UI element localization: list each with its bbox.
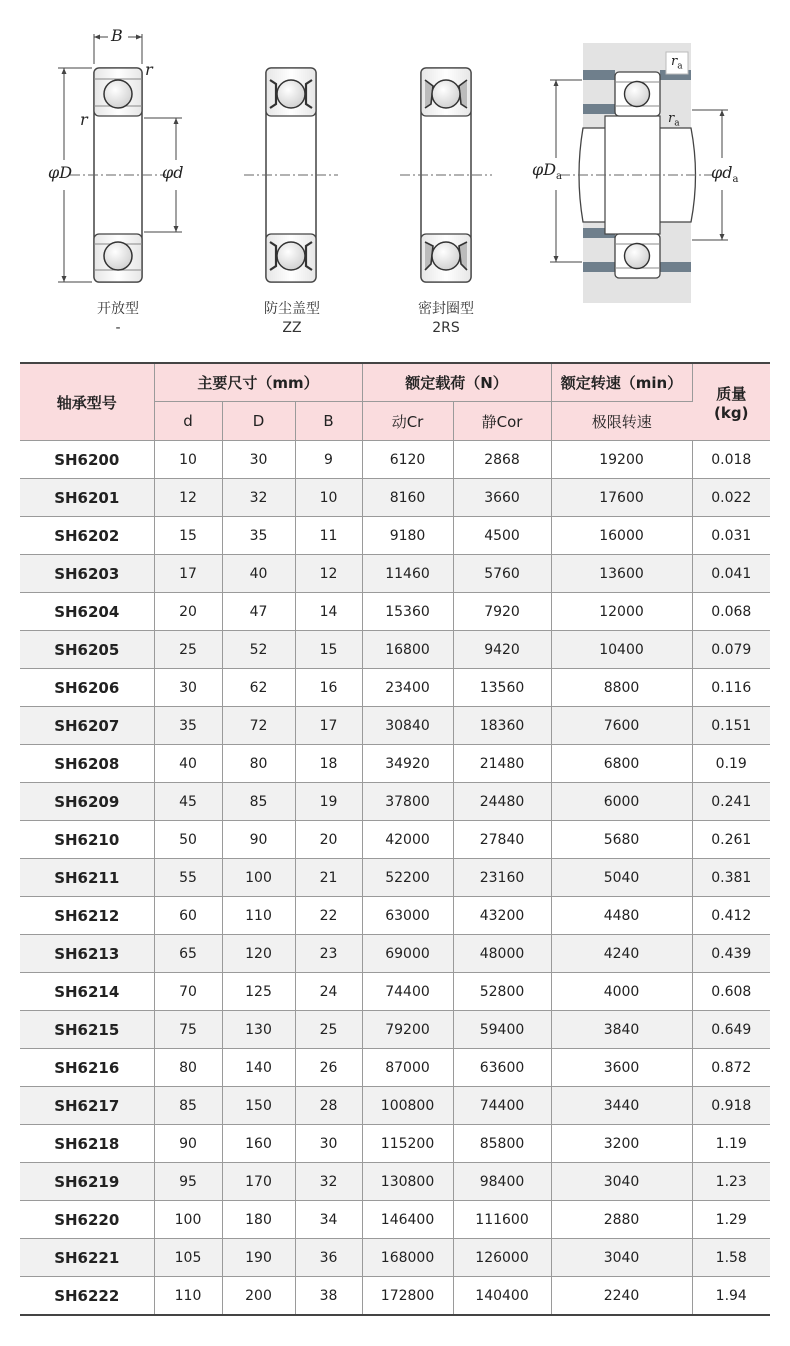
cell-model: SH6202 (20, 517, 154, 555)
cell-limit-speed: 6800 (551, 745, 692, 783)
header-rated-speed: 额定转速（min） (551, 363, 692, 402)
cell-static-cor: 7920 (453, 593, 551, 631)
cell-model: SH6222 (20, 1277, 154, 1316)
table-row (20, 897, 770, 935)
dim-label-phi-da-housing: $\varphi D_a$ (532, 160, 562, 183)
cell-width-B: 18 (295, 745, 362, 783)
cell-dynamic-cr: 23400 (362, 669, 453, 707)
dim-label-ra-box: $r_a$ (671, 54, 683, 72)
cell-dynamic-cr: 130800 (362, 1163, 453, 1201)
cell-mass: 0.018 (692, 441, 770, 479)
cell-model: SH6212 (20, 897, 154, 935)
cell-limit-speed: 8800 (551, 669, 692, 707)
cell-dynamic-cr: 30840 (362, 707, 453, 745)
cell-dynamic-cr: 100800 (362, 1087, 453, 1125)
cell-static-cor: 140400 (453, 1277, 551, 1316)
table-row (20, 631, 770, 669)
cell-dynamic-cr: 15360 (362, 593, 453, 631)
dim-label-ra: $r_a$ (668, 111, 680, 129)
cell-outer-D: 52 (222, 631, 295, 669)
cell-static-cor: 13560 (453, 669, 551, 707)
cell-width-B: 30 (295, 1125, 362, 1163)
caption-open-type: 开放型 - (97, 301, 139, 336)
cell-outer-D: 47 (222, 593, 295, 631)
cell-dynamic-cr: 87000 (362, 1049, 453, 1087)
cell-limit-speed: 4480 (551, 897, 692, 935)
table-row (20, 1049, 770, 1087)
cell-bore-d: 95 (154, 1163, 222, 1201)
cell-bore-d: 12 (154, 479, 222, 517)
table-row (20, 707, 770, 745)
spec-table-body (20, 441, 770, 1316)
cell-mass: 0.041 (692, 555, 770, 593)
cell-width-B: 21 (295, 859, 362, 897)
header-static-cor: 静Cor (453, 402, 551, 441)
cell-outer-D: 160 (222, 1125, 295, 1163)
cell-bore-d: 20 (154, 593, 222, 631)
cell-bore-d: 105 (154, 1239, 222, 1277)
cell-dynamic-cr: 69000 (362, 935, 453, 973)
dim-label-b: B (111, 26, 123, 45)
cell-dynamic-cr: 16800 (362, 631, 453, 669)
cell-dynamic-cr: 6120 (362, 441, 453, 479)
cell-width-B: 38 (295, 1277, 362, 1316)
table-row (20, 821, 770, 859)
cell-mass: 1.58 (692, 1239, 770, 1277)
cell-mass: 0.608 (692, 973, 770, 1011)
cell-outer-D: 170 (222, 1163, 295, 1201)
cell-bore-d: 90 (154, 1125, 222, 1163)
cell-mass: 0.439 (692, 935, 770, 973)
cell-limit-speed: 5040 (551, 859, 692, 897)
cell-static-cor: 85800 (453, 1125, 551, 1163)
cell-static-cor: 5760 (453, 555, 551, 593)
header-model: 轴承型号 (20, 363, 154, 441)
cell-outer-D: 190 (222, 1239, 295, 1277)
cell-limit-speed: 12000 (551, 593, 692, 631)
cell-limit-speed: 17600 (551, 479, 692, 517)
cell-outer-D: 180 (222, 1201, 295, 1239)
cell-static-cor: 24480 (453, 783, 551, 821)
cell-mass: 0.261 (692, 821, 770, 859)
cell-mass: 0.918 (692, 1087, 770, 1125)
cell-limit-speed: 4000 (551, 973, 692, 1011)
table-row (20, 859, 770, 897)
dim-label-phi-d-outer: φD (48, 163, 73, 182)
cell-width-B: 12 (295, 555, 362, 593)
table-row (20, 783, 770, 821)
cell-outer-D: 110 (222, 897, 295, 935)
cell-static-cor: 3660 (453, 479, 551, 517)
cell-static-cor: 111600 (453, 1201, 551, 1239)
cell-outer-D: 62 (222, 669, 295, 707)
cell-static-cor: 126000 (453, 1239, 551, 1277)
cell-width-B: 20 (295, 821, 362, 859)
cell-limit-speed: 19200 (551, 441, 692, 479)
cell-width-B: 9 (295, 441, 362, 479)
cell-dynamic-cr: 115200 (362, 1125, 453, 1163)
cell-model: SH6208 (20, 745, 154, 783)
table-row (20, 1201, 770, 1239)
table-row (20, 593, 770, 631)
cell-width-B: 26 (295, 1049, 362, 1087)
cell-bore-d: 17 (154, 555, 222, 593)
cell-mass: 0.151 (692, 707, 770, 745)
cell-bore-d: 70 (154, 973, 222, 1011)
cell-model: SH6216 (20, 1049, 154, 1087)
cell-limit-speed: 3600 (551, 1049, 692, 1087)
cell-limit-speed: 4240 (551, 935, 692, 973)
cell-model: SH6219 (20, 1163, 154, 1201)
cell-width-B: 23 (295, 935, 362, 973)
cell-model: SH6209 (20, 783, 154, 821)
cell-static-cor: 48000 (453, 935, 551, 973)
cell-static-cor: 43200 (453, 897, 551, 935)
cell-dynamic-cr: 9180 (362, 517, 453, 555)
cell-limit-speed: 10400 (551, 631, 692, 669)
mounting-drawing (550, 43, 728, 303)
cell-width-B: 34 (295, 1201, 362, 1239)
cell-width-B: 32 (295, 1163, 362, 1201)
cell-model: SH6220 (20, 1201, 154, 1239)
cell-model: SH6207 (20, 707, 154, 745)
cell-bore-d: 25 (154, 631, 222, 669)
cell-mass: 1.23 (692, 1163, 770, 1201)
cell-outer-D: 120 (222, 935, 295, 973)
cell-width-B: 36 (295, 1239, 362, 1277)
cell-outer-D: 130 (222, 1011, 295, 1049)
header-limit-speed: 极限转速 (551, 402, 692, 441)
cell-outer-D: 140 (222, 1049, 295, 1087)
cell-model: SH6200 (20, 441, 154, 479)
bearing-diagrams (0, 0, 790, 350)
cell-model: SH6218 (20, 1125, 154, 1163)
cell-static-cor: 9420 (453, 631, 551, 669)
cell-model: SH6201 (20, 479, 154, 517)
dim-label-phi-d-bore: φd (162, 163, 184, 182)
cell-width-B: 28 (295, 1087, 362, 1125)
cell-static-cor: 98400 (453, 1163, 551, 1201)
table-row (20, 745, 770, 783)
cell-dynamic-cr: 52200 (362, 859, 453, 897)
cell-mass: 0.649 (692, 1011, 770, 1049)
header-main-dimensions: 主要尺寸（mm） (154, 363, 362, 402)
table-row (20, 935, 770, 973)
table-row (20, 441, 770, 479)
cell-bore-d: 110 (154, 1277, 222, 1316)
table-row (20, 555, 770, 593)
cell-model: SH6205 (20, 631, 154, 669)
header-d: d (154, 402, 222, 441)
cell-static-cor: 59400 (453, 1011, 551, 1049)
cell-limit-speed: 6000 (551, 783, 692, 821)
cell-dynamic-cr: 63000 (362, 897, 453, 935)
cell-limit-speed: 5680 (551, 821, 692, 859)
cell-bore-d: 10 (154, 441, 222, 479)
cell-bore-d: 45 (154, 783, 222, 821)
header-dynamic-cr: 动Cr (362, 402, 453, 441)
cell-width-B: 22 (295, 897, 362, 935)
cell-dynamic-cr: 34920 (362, 745, 453, 783)
cell-mass: 0.412 (692, 897, 770, 935)
table-row (20, 1277, 770, 1316)
cell-limit-speed: 3840 (551, 1011, 692, 1049)
cell-dynamic-cr: 42000 (362, 821, 453, 859)
cell-mass: 0.872 (692, 1049, 770, 1087)
cell-bore-d: 40 (154, 745, 222, 783)
cell-static-cor: 2868 (453, 441, 551, 479)
cell-bore-d: 80 (154, 1049, 222, 1087)
cell-width-B: 24 (295, 973, 362, 1011)
header-B: B (295, 402, 362, 441)
cell-mass: 0.19 (692, 745, 770, 783)
cell-limit-speed: 3440 (551, 1087, 692, 1125)
cell-static-cor: 63600 (453, 1049, 551, 1087)
cell-mass: 1.19 (692, 1125, 770, 1163)
header-D: D (222, 402, 295, 441)
cell-width-B: 19 (295, 783, 362, 821)
cell-bore-d: 30 (154, 669, 222, 707)
cell-static-cor: 27840 (453, 821, 551, 859)
cell-bore-d: 50 (154, 821, 222, 859)
cell-outer-D: 35 (222, 517, 295, 555)
cell-bore-d: 55 (154, 859, 222, 897)
cell-mass: 0.381 (692, 859, 770, 897)
cell-width-B: 17 (295, 707, 362, 745)
cell-width-B: 16 (295, 669, 362, 707)
cell-dynamic-cr: 8160 (362, 479, 453, 517)
cell-model: SH6215 (20, 1011, 154, 1049)
cell-mass: 0.031 (692, 517, 770, 555)
caption-shielded-type: 防尘盖型 ZZ (264, 301, 320, 336)
cell-mass: 1.29 (692, 1201, 770, 1239)
cell-mass: 0.022 (692, 479, 770, 517)
cell-dynamic-cr: 37800 (362, 783, 453, 821)
cell-dynamic-cr: 79200 (362, 1011, 453, 1049)
dim-label-r-inner: r (80, 110, 88, 129)
table-row (20, 1239, 770, 1277)
cell-limit-speed: 3040 (551, 1239, 692, 1277)
header-rated-load: 额定载荷（N） (362, 363, 551, 402)
cell-model: SH6213 (20, 935, 154, 973)
cell-outer-D: 200 (222, 1277, 295, 1316)
cell-outer-D: 40 (222, 555, 295, 593)
cell-bore-d: 35 (154, 707, 222, 745)
cell-width-B: 15 (295, 631, 362, 669)
shielded-bearing-drawing (244, 68, 338, 282)
header-mass: 质量 (kg) (692, 363, 770, 441)
cell-model: SH6221 (20, 1239, 154, 1277)
cell-outer-D: 80 (222, 745, 295, 783)
cell-dynamic-cr: 172800 (362, 1277, 453, 1316)
cell-outer-D: 32 (222, 479, 295, 517)
cell-mass: 0.068 (692, 593, 770, 631)
cell-model: SH6203 (20, 555, 154, 593)
dim-label-phi-da-shaft: $\varphi d_a$ (711, 163, 739, 186)
table-row (20, 1163, 770, 1201)
cell-dynamic-cr: 146400 (362, 1201, 453, 1239)
cell-static-cor: 21480 (453, 745, 551, 783)
cell-mass: 0.116 (692, 669, 770, 707)
bearing-drawings (0, 0, 790, 350)
table-row (20, 1125, 770, 1163)
cell-limit-speed: 7600 (551, 707, 692, 745)
cell-static-cor: 18360 (453, 707, 551, 745)
cell-width-B: 14 (295, 593, 362, 631)
sealed-bearing-drawing (400, 68, 492, 282)
table-row (20, 1011, 770, 1049)
cell-outer-D: 100 (222, 859, 295, 897)
cell-static-cor: 52800 (453, 973, 551, 1011)
cell-width-B: 10 (295, 479, 362, 517)
cell-bore-d: 100 (154, 1201, 222, 1239)
cell-outer-D: 85 (222, 783, 295, 821)
cell-width-B: 25 (295, 1011, 362, 1049)
cell-mass: 1.94 (692, 1277, 770, 1316)
cell-outer-D: 30 (222, 441, 295, 479)
cell-bore-d: 65 (154, 935, 222, 973)
cell-limit-speed: 13600 (551, 555, 692, 593)
table-row (20, 973, 770, 1011)
bearing-spec-table (20, 362, 770, 1316)
cell-static-cor: 74400 (453, 1087, 551, 1125)
cell-model: SH6214 (20, 973, 154, 1011)
table-row (20, 479, 770, 517)
cell-bore-d: 75 (154, 1011, 222, 1049)
cell-limit-speed: 2880 (551, 1201, 692, 1239)
cell-limit-speed: 3040 (551, 1163, 692, 1201)
open-bearing-drawing (58, 34, 182, 282)
caption-sealed-type: 密封圈型 2RS (418, 301, 474, 336)
cell-bore-d: 85 (154, 1087, 222, 1125)
cell-limit-speed: 16000 (551, 517, 692, 555)
cell-outer-D: 72 (222, 707, 295, 745)
cell-outer-D: 150 (222, 1087, 295, 1125)
cell-outer-D: 125 (222, 973, 295, 1011)
table-row (20, 1087, 770, 1125)
cell-model: SH6206 (20, 669, 154, 707)
table-row (20, 517, 770, 555)
cell-static-cor: 23160 (453, 859, 551, 897)
cell-limit-speed: 2240 (551, 1277, 692, 1316)
cell-model: SH6210 (20, 821, 154, 859)
cell-model: SH6217 (20, 1087, 154, 1125)
cell-mass: 0.241 (692, 783, 770, 821)
cell-model: SH6211 (20, 859, 154, 897)
cell-dynamic-cr: 74400 (362, 973, 453, 1011)
table-row (20, 669, 770, 707)
cell-bore-d: 60 (154, 897, 222, 935)
cell-outer-D: 90 (222, 821, 295, 859)
cell-width-B: 11 (295, 517, 362, 555)
dim-label-r-outer: r (145, 60, 153, 79)
cell-model: SH6204 (20, 593, 154, 631)
cell-dynamic-cr: 168000 (362, 1239, 453, 1277)
cell-static-cor: 4500 (453, 517, 551, 555)
cell-dynamic-cr: 11460 (362, 555, 453, 593)
cell-bore-d: 15 (154, 517, 222, 555)
cell-mass: 0.079 (692, 631, 770, 669)
cell-limit-speed: 3200 (551, 1125, 692, 1163)
